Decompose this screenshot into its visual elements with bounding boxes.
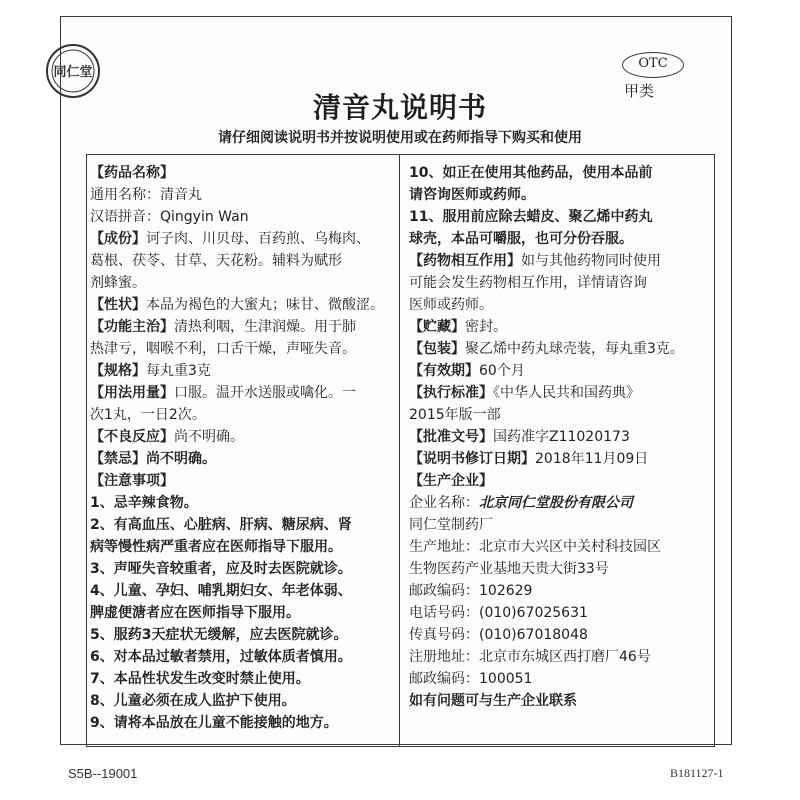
text-line bbox=[409, 426, 707, 448]
text-line bbox=[90, 426, 394, 448]
bold-text: 10、如正在使用其他药品，使用本品前 bbox=[409, 165, 653, 181]
text-line bbox=[409, 206, 707, 228]
text-line bbox=[90, 690, 394, 712]
text: 2018年11月09日 bbox=[535, 451, 649, 467]
text-line bbox=[90, 382, 394, 404]
footer-left-code: S5B--19001 bbox=[68, 766, 138, 781]
otc-badge: OTC bbox=[622, 52, 684, 78]
text-line bbox=[409, 250, 707, 272]
page-subtitle: 请仔细阅读说明书并按说明使用或在药师指导下购买和使用 bbox=[218, 130, 582, 146]
bold-text: 请咨询医师或药师。 bbox=[409, 187, 535, 203]
bold-text: 【注意事项】 bbox=[90, 473, 174, 489]
text: 次1丸，一日2次。 bbox=[90, 407, 206, 423]
bold-text: 【包装】 bbox=[409, 341, 465, 357]
text-line bbox=[409, 316, 707, 338]
text: 本品为褐色的大蜜丸；味甘、微酸涩。 bbox=[146, 297, 384, 313]
bold-text: 【性状】 bbox=[90, 297, 146, 313]
text-line bbox=[90, 668, 394, 690]
text-line bbox=[409, 470, 707, 492]
bold-text: 病等慢性病严重者应在医师指导下服用。 bbox=[90, 539, 342, 555]
bold-text: 【执行标准】 bbox=[409, 385, 493, 401]
bold-text: 【生产企业】 bbox=[409, 473, 493, 489]
bold-text: 1、忌辛辣食物。 bbox=[90, 495, 198, 511]
page-title: 清音丸说明书 bbox=[312, 91, 487, 124]
text: 生产地址：北京市大兴区中关村科技园区 bbox=[409, 539, 661, 555]
column-divider bbox=[399, 154, 400, 747]
text-line bbox=[90, 646, 394, 668]
text-line bbox=[409, 228, 707, 250]
text: 国药准字Z11020173 bbox=[493, 429, 630, 445]
text-line bbox=[409, 580, 707, 602]
text: 葛根、茯苓、甘草、天花粉。辅料为赋形 bbox=[90, 253, 342, 269]
text: 同仁堂制药厂 bbox=[409, 517, 493, 533]
bold-text: 9、请将本品放在儿童不能接触的地方。 bbox=[90, 715, 338, 731]
text-line bbox=[90, 558, 394, 580]
bold-text: 【有效期】 bbox=[409, 363, 479, 379]
bold-text: 【成份】 bbox=[90, 231, 146, 247]
text-line bbox=[90, 184, 394, 206]
bold-text: 【批准文号】 bbox=[409, 429, 493, 445]
bold-text: 脾虚便溏者应在医师指导下服用。 bbox=[90, 605, 300, 621]
text-line bbox=[409, 492, 707, 514]
bold-text: 【药物相互作用】 bbox=[409, 253, 521, 269]
text-line bbox=[90, 250, 394, 272]
bold-text: 【功能主治】 bbox=[90, 319, 174, 335]
bold-text: 【药品名称】 bbox=[90, 165, 174, 181]
text: 聚乙烯中药丸球壳装，每丸重3克。 bbox=[465, 341, 684, 357]
left-column bbox=[90, 162, 394, 734]
text: 口服。温开水送服或噙化。一 bbox=[174, 385, 356, 401]
text-line bbox=[409, 404, 707, 426]
text-line bbox=[409, 294, 707, 316]
bold-text: 4、儿童、孕妇、哺乳期妇女、年老体弱、 bbox=[90, 583, 352, 599]
text-line bbox=[90, 316, 394, 338]
text-line bbox=[90, 228, 394, 250]
text-line bbox=[409, 272, 707, 294]
text: 每丸重3克 bbox=[146, 363, 211, 379]
text-line bbox=[90, 404, 394, 426]
bold-text: 球壳，本品可嚼服，也可分份吞服。 bbox=[409, 231, 633, 247]
text-line bbox=[90, 448, 394, 470]
text-line bbox=[90, 360, 394, 382]
text: 传真号码：(010)67018048 bbox=[409, 627, 588, 643]
bold-text: 【禁忌】尚不明确。 bbox=[90, 451, 216, 467]
text: 如与其他药物同时使用 bbox=[521, 253, 661, 269]
text-line bbox=[90, 470, 394, 492]
text: 诃子肉、川贝母、百药煎、乌梅肉、 bbox=[146, 231, 370, 247]
text: 剂蜂蜜。 bbox=[90, 275, 146, 291]
bold-text: 6、对本品过敏者禁用，过敏体质者慎用。 bbox=[90, 649, 352, 665]
bold-text: 2、有高血压、心脏病、肝病、糖尿病、肾 bbox=[90, 517, 352, 533]
text: 生物医药产业基地天贵大街33号 bbox=[409, 561, 609, 577]
bold-text: 5、服药3天症状无缓解，应去医院就诊。 bbox=[90, 627, 348, 643]
bold-text: 【规格】 bbox=[90, 363, 146, 379]
bold-text: 11、服用前应除去蜡皮、聚乙烯中药丸 bbox=[409, 209, 653, 225]
text-line bbox=[90, 536, 394, 558]
bold-text: 【贮藏】 bbox=[409, 319, 465, 335]
text-line bbox=[90, 338, 394, 360]
text-line bbox=[409, 360, 707, 382]
text-line bbox=[90, 580, 394, 602]
text-line bbox=[409, 514, 707, 536]
text: 清热利咽，生津润燥。用于肺 bbox=[174, 319, 356, 335]
text-line bbox=[409, 162, 707, 184]
bold-text: 3、声哑失音较重者，应及时去医院就诊。 bbox=[90, 561, 352, 577]
text-line bbox=[409, 624, 707, 646]
text-line bbox=[409, 536, 707, 558]
text-line bbox=[409, 690, 707, 712]
text-line bbox=[90, 492, 394, 514]
bold-text: 北京同仁堂股份有限公司 bbox=[479, 495, 633, 511]
bold-text: 8、儿童必须在成人监护下使用。 bbox=[90, 693, 296, 709]
bold-text: 如有问题可与生产企业联系 bbox=[409, 693, 577, 709]
text-line bbox=[409, 602, 707, 624]
text: 《中华人民共和国药典》 bbox=[493, 385, 640, 401]
text: 邮政编码：102629 bbox=[409, 583, 533, 599]
text: 邮政编码：100051 bbox=[409, 671, 533, 687]
text: 密封。 bbox=[465, 319, 507, 335]
text-line bbox=[409, 448, 707, 470]
text-line bbox=[90, 712, 394, 734]
text-line bbox=[409, 558, 707, 580]
text-line bbox=[409, 184, 707, 206]
text: 通用名称：清音丸 bbox=[90, 187, 202, 203]
text-line bbox=[409, 338, 707, 360]
text: 60个月 bbox=[479, 363, 525, 379]
text: 注册地址：北京市东城区西打磨厂46号 bbox=[409, 649, 651, 665]
text-line bbox=[90, 206, 394, 228]
footer-right-code: B181127-1 bbox=[670, 766, 724, 780]
text-line bbox=[90, 602, 394, 624]
text-line bbox=[90, 294, 394, 316]
category-label: 甲类 bbox=[624, 82, 655, 100]
bold-text: 【说明书修订日期】 bbox=[409, 451, 535, 467]
text-line bbox=[409, 382, 707, 404]
text-line bbox=[90, 162, 394, 184]
bold-text: 7、本品性状发生改变时禁止使用。 bbox=[90, 671, 310, 687]
text-line bbox=[90, 624, 394, 646]
text: 可能会发生药物相互作用，详情请咨询 bbox=[409, 275, 647, 291]
text: 热津亏，咽喉不利，口舌干燥，声哑失音。 bbox=[90, 341, 356, 357]
text: 尚不明确。 bbox=[174, 429, 244, 445]
text: 医师或药师。 bbox=[409, 297, 493, 313]
bold-text: 【用法用量】 bbox=[90, 385, 174, 401]
text: 电话号码：(010)67025631 bbox=[409, 605, 588, 621]
text-line bbox=[90, 272, 394, 294]
text-line bbox=[409, 646, 707, 668]
text: 汉语拼音：Qingyin Wan bbox=[90, 209, 249, 225]
text: 2015年版一部 bbox=[409, 407, 501, 423]
svg-text:同仁堂: 同仁堂 bbox=[53, 65, 93, 80]
text-line bbox=[90, 514, 394, 536]
text-line bbox=[409, 668, 707, 690]
right-column bbox=[409, 162, 707, 712]
text: 企业名称： bbox=[409, 495, 479, 511]
bold-text: 【不良反应】 bbox=[90, 429, 174, 445]
